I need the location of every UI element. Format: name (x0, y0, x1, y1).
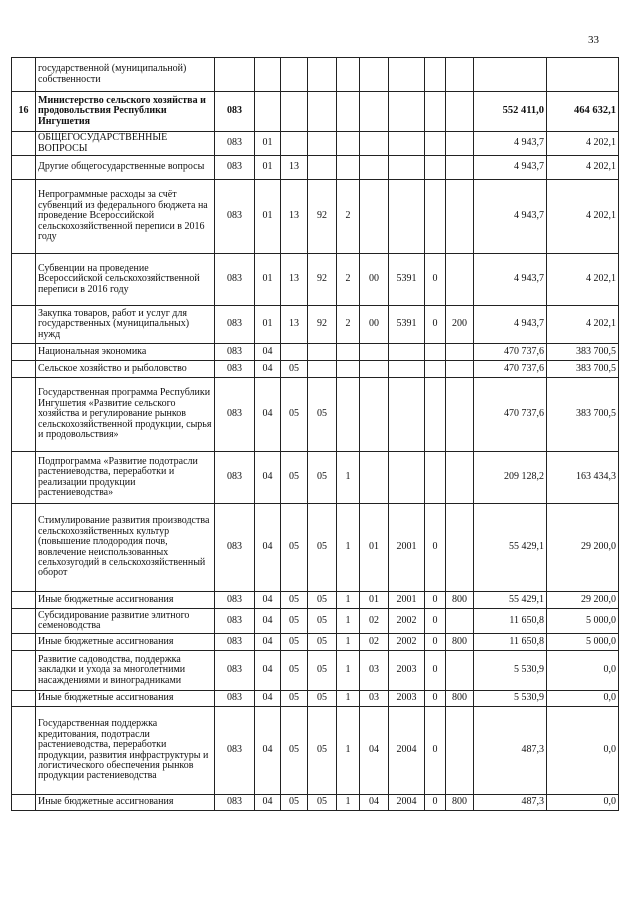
direction-code-cell: 2001 (389, 504, 425, 592)
expense-type-cell (446, 452, 474, 504)
item-name-cell: Непрограммные расходы за счёт субвенций из федерального бюджета на проведение Всероссийской сельскохозяйственной переписи в 2016 году (36, 180, 215, 254)
ved-code-cell: 083 (215, 306, 255, 344)
item-name-cell: Стимулирование развития производства сельскохозяйственных культур (повышение плодородия почв, вовлечение неиспользованных сельхозугодий в сельскохозяйственный оборот (36, 504, 215, 592)
item-name-cell: ОБЩЕГОСУДАРСТВЕННЫЕ ВОПРОСЫ (36, 132, 215, 156)
subsection-code-cell: 05 (281, 378, 308, 452)
subsection-code-cell: 05 (281, 691, 308, 707)
row-number-cell (12, 156, 36, 180)
direction-code-cell: 5391 (389, 254, 425, 306)
amount-2017-cell: 487,3 (474, 795, 547, 811)
subprogram-code-cell (337, 344, 360, 361)
row-number-cell (12, 344, 36, 361)
activity-code-cell (360, 378, 389, 452)
ved-code-cell: 083 (215, 651, 255, 691)
amount-2017-cell: 487,3 (474, 707, 547, 795)
table-row (12, 691, 619, 707)
target-suffix-cell: 0 (425, 634, 446, 651)
target-suffix-cell (425, 132, 446, 156)
activity-code-cell: 00 (360, 306, 389, 344)
amount-2018-cell: 383 700,5 (547, 344, 619, 361)
direction-code-cell (389, 344, 425, 361)
subprogram-code-cell: 2 (337, 254, 360, 306)
item-name-cell: Развитие садоводства, поддержка закладки и ухода за многолетними насаждениями и виноградниками (36, 651, 215, 691)
item-name-cell: Субсидирование развитие элитного семеноводства (36, 609, 215, 634)
target-suffix-cell (425, 378, 446, 452)
section-code-cell: 04 (255, 592, 281, 609)
amount-2018-cell: 383 700,5 (547, 361, 619, 378)
amount-2018-cell: 4 202,1 (547, 180, 619, 254)
section-code-cell: 01 (255, 180, 281, 254)
amount-2017-cell: 11 650,8 (474, 609, 547, 634)
amount-2018-cell: 0,0 (547, 651, 619, 691)
amount-2017-cell: 11 650,8 (474, 634, 547, 651)
amount-2018-cell: 4 202,1 (547, 132, 619, 156)
section-code-cell: 04 (255, 651, 281, 691)
direction-code-cell (389, 92, 425, 132)
program-code-cell: 05 (308, 651, 337, 691)
program-code-cell (308, 58, 337, 92)
target-suffix-cell: 0 (425, 306, 446, 344)
row-number-cell (12, 361, 36, 378)
amount-2018-cell: 163 434,3 (547, 452, 619, 504)
target-suffix-cell (425, 452, 446, 504)
direction-code-cell (389, 132, 425, 156)
program-code-cell: 05 (308, 795, 337, 811)
section-code-cell: 04 (255, 707, 281, 795)
direction-code-cell (389, 452, 425, 504)
activity-code-cell (360, 361, 389, 378)
activity-code-cell: 01 (360, 592, 389, 609)
section-code-cell: 04 (255, 344, 281, 361)
item-name-cell: Государственная программа Республики Ингушетия «Развитие сельского хозяйства и регулирование рынков сельскохозяйственной продукции, сырья и продовольствия» (36, 378, 215, 452)
activity-code-cell: 03 (360, 691, 389, 707)
activity-code-cell (360, 452, 389, 504)
amount-2017-cell: 209 128,2 (474, 452, 547, 504)
row-number-cell (12, 504, 36, 592)
direction-code-cell (389, 180, 425, 254)
section-code-cell: 04 (255, 634, 281, 651)
table-row (12, 651, 619, 691)
amount-2018-cell: 4 202,1 (547, 254, 619, 306)
expense-type-cell: 800 (446, 795, 474, 811)
amount-2017-cell: 4 943,7 (474, 180, 547, 254)
row-number-cell (12, 378, 36, 452)
subprogram-code-cell: 1 (337, 592, 360, 609)
subsection-code-cell: 13 (281, 306, 308, 344)
subsection-code-cell: 13 (281, 180, 308, 254)
subsection-code-cell (281, 92, 308, 132)
ved-code-cell: 083 (215, 180, 255, 254)
subsection-code-cell: 05 (281, 452, 308, 504)
subsection-code-cell: 05 (281, 504, 308, 592)
subprogram-code-cell: 1 (337, 452, 360, 504)
direction-code-cell: 2003 (389, 651, 425, 691)
item-name-cell: Иные бюджетные ассигнования (36, 592, 215, 609)
table-row (12, 609, 619, 634)
subsection-code-cell: 05 (281, 634, 308, 651)
target-suffix-cell (425, 58, 446, 92)
ved-code-cell: 083 (215, 92, 255, 132)
item-name-cell: Иные бюджетные ассигнования (36, 691, 215, 707)
expense-type-cell (446, 254, 474, 306)
expense-type-cell (446, 651, 474, 691)
amount-2017-cell: 5 530,9 (474, 691, 547, 707)
activity-code-cell (360, 58, 389, 92)
direction-code-cell (389, 58, 425, 92)
subsection-code-cell (281, 132, 308, 156)
activity-code-cell: 03 (360, 651, 389, 691)
activity-code-cell: 04 (360, 795, 389, 811)
section-code-cell: 04 (255, 609, 281, 634)
subprogram-code-cell (337, 132, 360, 156)
row-number-cell (12, 609, 36, 634)
subsection-code-cell (281, 58, 308, 92)
program-code-cell: 92 (308, 306, 337, 344)
subprogram-code-cell: 1 (337, 609, 360, 634)
direction-code-cell: 2002 (389, 609, 425, 634)
table-row (12, 254, 619, 306)
subsection-code-cell (281, 344, 308, 361)
amount-2018-cell: 4 202,1 (547, 156, 619, 180)
direction-code-cell: 2002 (389, 634, 425, 651)
section-code-cell: 01 (255, 132, 281, 156)
amount-2018-cell: 0,0 (547, 707, 619, 795)
amount-2017-cell: 5 530,9 (474, 651, 547, 691)
page-number: 33 (588, 34, 599, 46)
expense-type-cell (446, 180, 474, 254)
section-code-cell: 04 (255, 691, 281, 707)
table-row (12, 344, 619, 361)
activity-code-cell (360, 156, 389, 180)
expense-type-cell (446, 707, 474, 795)
program-code-cell: 05 (308, 378, 337, 452)
ved-code-cell: 083 (215, 378, 255, 452)
activity-code-cell: 02 (360, 609, 389, 634)
direction-code-cell: 2001 (389, 592, 425, 609)
item-name-cell: Другие общегосударственные вопросы (36, 156, 215, 180)
row-number-cell: 16 (12, 92, 36, 132)
amount-2018-cell: 29 200,0 (547, 504, 619, 592)
row-number-cell (12, 651, 36, 691)
section-code-cell: 04 (255, 361, 281, 378)
row-number-cell (12, 58, 36, 92)
activity-code-cell: 00 (360, 254, 389, 306)
activity-code-cell: 04 (360, 707, 389, 795)
subsection-code-cell: 05 (281, 609, 308, 634)
subsection-code-cell: 05 (281, 361, 308, 378)
expense-type-cell: 200 (446, 306, 474, 344)
expense-type-cell (446, 156, 474, 180)
subprogram-code-cell: 1 (337, 795, 360, 811)
program-code-cell: 05 (308, 707, 337, 795)
amount-2018-cell: 5 000,0 (547, 609, 619, 634)
amount-2018-cell: 0,0 (547, 691, 619, 707)
direction-code-cell (389, 156, 425, 180)
subprogram-code-cell (337, 92, 360, 132)
expense-type-cell (446, 378, 474, 452)
target-suffix-cell: 0 (425, 609, 446, 634)
subsection-code-cell: 05 (281, 795, 308, 811)
ved-code-cell: 083 (215, 504, 255, 592)
expense-type-cell: 800 (446, 592, 474, 609)
amount-2018-cell: 383 700,5 (547, 378, 619, 452)
amount-2017-cell: 4 943,7 (474, 132, 547, 156)
section-code-cell (255, 58, 281, 92)
ved-code-cell: 083 (215, 344, 255, 361)
ved-code-cell: 083 (215, 254, 255, 306)
amount-2017-cell: 552 411,0 (474, 92, 547, 132)
row-number-cell (12, 634, 36, 651)
target-suffix-cell (425, 156, 446, 180)
table-row (12, 180, 619, 254)
target-suffix-cell (425, 180, 446, 254)
subsection-code-cell: 13 (281, 156, 308, 180)
table-row (12, 361, 619, 378)
direction-code-cell: 2004 (389, 707, 425, 795)
item-name-cell: Национальная экономика (36, 344, 215, 361)
ved-code-cell: 083 (215, 361, 255, 378)
subprogram-code-cell: 1 (337, 634, 360, 651)
subprogram-code-cell (337, 378, 360, 452)
activity-code-cell (360, 92, 389, 132)
item-name-cell: Государственная поддержка кредитования, подотрасли растениеводства, переработки продукции, развития инфраструктуры и логистического обеспечения рынков продукции растениеводства (36, 707, 215, 795)
item-name-cell: Сельское хозяйство и рыболовство (36, 361, 215, 378)
program-code-cell: 92 (308, 180, 337, 254)
program-code-cell: 05 (308, 592, 337, 609)
amount-2017-cell: 4 943,7 (474, 156, 547, 180)
program-code-cell: 05 (308, 504, 337, 592)
row-number-cell (12, 306, 36, 344)
target-suffix-cell: 0 (425, 707, 446, 795)
subprogram-code-cell: 1 (337, 691, 360, 707)
activity-code-cell (360, 344, 389, 361)
subsection-code-cell: 05 (281, 592, 308, 609)
section-code-cell: 01 (255, 306, 281, 344)
table-row (12, 634, 619, 651)
table-row (12, 592, 619, 609)
subprogram-code-cell: 2 (337, 306, 360, 344)
program-code-cell (308, 361, 337, 378)
table-row (12, 156, 619, 180)
table-row (12, 58, 619, 92)
activity-code-cell: 02 (360, 634, 389, 651)
subprogram-code-cell: 1 (337, 651, 360, 691)
activity-code-cell: 01 (360, 504, 389, 592)
direction-code-cell (389, 361, 425, 378)
expense-type-cell: 800 (446, 634, 474, 651)
ved-code-cell: 083 (215, 156, 255, 180)
row-number-cell (12, 707, 36, 795)
direction-code-cell: 2004 (389, 795, 425, 811)
amount-2018-cell: 4 202,1 (547, 306, 619, 344)
item-name-cell: Иные бюджетные ассигнования (36, 795, 215, 811)
program-code-cell (308, 132, 337, 156)
section-code-cell: 04 (255, 452, 281, 504)
ved-code-cell: 083 (215, 707, 255, 795)
subprogram-code-cell: 1 (337, 707, 360, 795)
subprogram-code-cell (337, 58, 360, 92)
direction-code-cell (389, 378, 425, 452)
expense-type-cell (446, 132, 474, 156)
activity-code-cell (360, 132, 389, 156)
row-number-cell (12, 132, 36, 156)
target-suffix-cell (425, 92, 446, 132)
target-suffix-cell: 0 (425, 592, 446, 609)
expense-type-cell (446, 344, 474, 361)
amount-2017-cell (474, 58, 547, 92)
amount-2018-cell (547, 58, 619, 92)
table-row (12, 504, 619, 592)
direction-code-cell: 5391 (389, 306, 425, 344)
item-name-cell: Подпрограмма «Развитие подотрасли растениеводства, переработки и реализации продукции растениеводства» (36, 452, 215, 504)
amount-2018-cell: 0,0 (547, 795, 619, 811)
amount-2018-cell: 464 632,1 (547, 92, 619, 132)
target-suffix-cell: 0 (425, 254, 446, 306)
program-code-cell (308, 92, 337, 132)
expense-type-cell (446, 609, 474, 634)
program-code-cell: 05 (308, 609, 337, 634)
target-suffix-cell (425, 344, 446, 361)
row-number-cell (12, 592, 36, 609)
row-number-cell (12, 452, 36, 504)
ved-code-cell: 083 (215, 691, 255, 707)
target-suffix-cell: 0 (425, 691, 446, 707)
subprogram-code-cell (337, 361, 360, 378)
expense-type-cell (446, 504, 474, 592)
program-code-cell (308, 344, 337, 361)
program-code-cell (308, 156, 337, 180)
target-suffix-cell: 0 (425, 504, 446, 592)
item-name-cell: Иные бюджетные ассигнования (36, 634, 215, 651)
item-name-cell: Министерство сельского хозяйства и продовольствия Республики Ингушетия (36, 92, 215, 132)
section-code-cell (255, 92, 281, 132)
table-row (12, 306, 619, 344)
amount-2017-cell: 470 737,6 (474, 361, 547, 378)
subsection-code-cell: 13 (281, 254, 308, 306)
expense-type-cell (446, 92, 474, 132)
program-code-cell: 92 (308, 254, 337, 306)
expense-type-cell: 800 (446, 691, 474, 707)
row-number-cell (12, 180, 36, 254)
amount-2017-cell: 55 429,1 (474, 504, 547, 592)
ved-code-cell: 083 (215, 795, 255, 811)
amount-2018-cell: 5 000,0 (547, 634, 619, 651)
item-name-cell: Субвенции на проведение Всероссийской сельскохозяйственной переписи в 2016 году (36, 254, 215, 306)
ved-code-cell: 083 (215, 634, 255, 651)
amount-2017-cell: 55 429,1 (474, 592, 547, 609)
target-suffix-cell: 0 (425, 795, 446, 811)
target-suffix-cell: 0 (425, 651, 446, 691)
expense-type-cell (446, 58, 474, 92)
table-row (12, 132, 619, 156)
program-code-cell: 05 (308, 452, 337, 504)
budget-table (11, 57, 619, 811)
section-code-cell: 04 (255, 378, 281, 452)
section-code-cell: 01 (255, 156, 281, 180)
amount-2017-cell: 4 943,7 (474, 306, 547, 344)
ved-code-cell: 083 (215, 592, 255, 609)
subprogram-code-cell: 1 (337, 504, 360, 592)
activity-code-cell (360, 180, 389, 254)
table-row (12, 452, 619, 504)
section-code-cell: 01 (255, 254, 281, 306)
section-code-cell: 04 (255, 795, 281, 811)
program-code-cell: 05 (308, 691, 337, 707)
item-name-cell: Закупка товаров, работ и услуг для государственных (муниципальных) нужд (36, 306, 215, 344)
direction-code-cell: 2003 (389, 691, 425, 707)
row-number-cell (12, 254, 36, 306)
subprogram-code-cell (337, 156, 360, 180)
table-row (12, 92, 619, 132)
subsection-code-cell: 05 (281, 651, 308, 691)
amount-2017-cell: 470 737,6 (474, 378, 547, 452)
item-name-cell: государственной (муниципальной) собственности (36, 58, 215, 92)
table-row (12, 795, 619, 811)
row-number-cell (12, 691, 36, 707)
subprogram-code-cell: 2 (337, 180, 360, 254)
subsection-code-cell: 05 (281, 707, 308, 795)
ved-code-cell: 083 (215, 452, 255, 504)
ved-code-cell: 083 (215, 609, 255, 634)
row-number-cell (12, 795, 36, 811)
expense-type-cell (446, 361, 474, 378)
amount-2018-cell: 29 200,0 (547, 592, 619, 609)
section-code-cell: 04 (255, 504, 281, 592)
target-suffix-cell (425, 361, 446, 378)
ved-code-cell (215, 58, 255, 92)
table-row (12, 707, 619, 795)
table-row (12, 378, 619, 452)
program-code-cell: 05 (308, 634, 337, 651)
amount-2017-cell: 4 943,7 (474, 254, 547, 306)
ved-code-cell: 083 (215, 132, 255, 156)
amount-2017-cell: 470 737,6 (474, 344, 547, 361)
